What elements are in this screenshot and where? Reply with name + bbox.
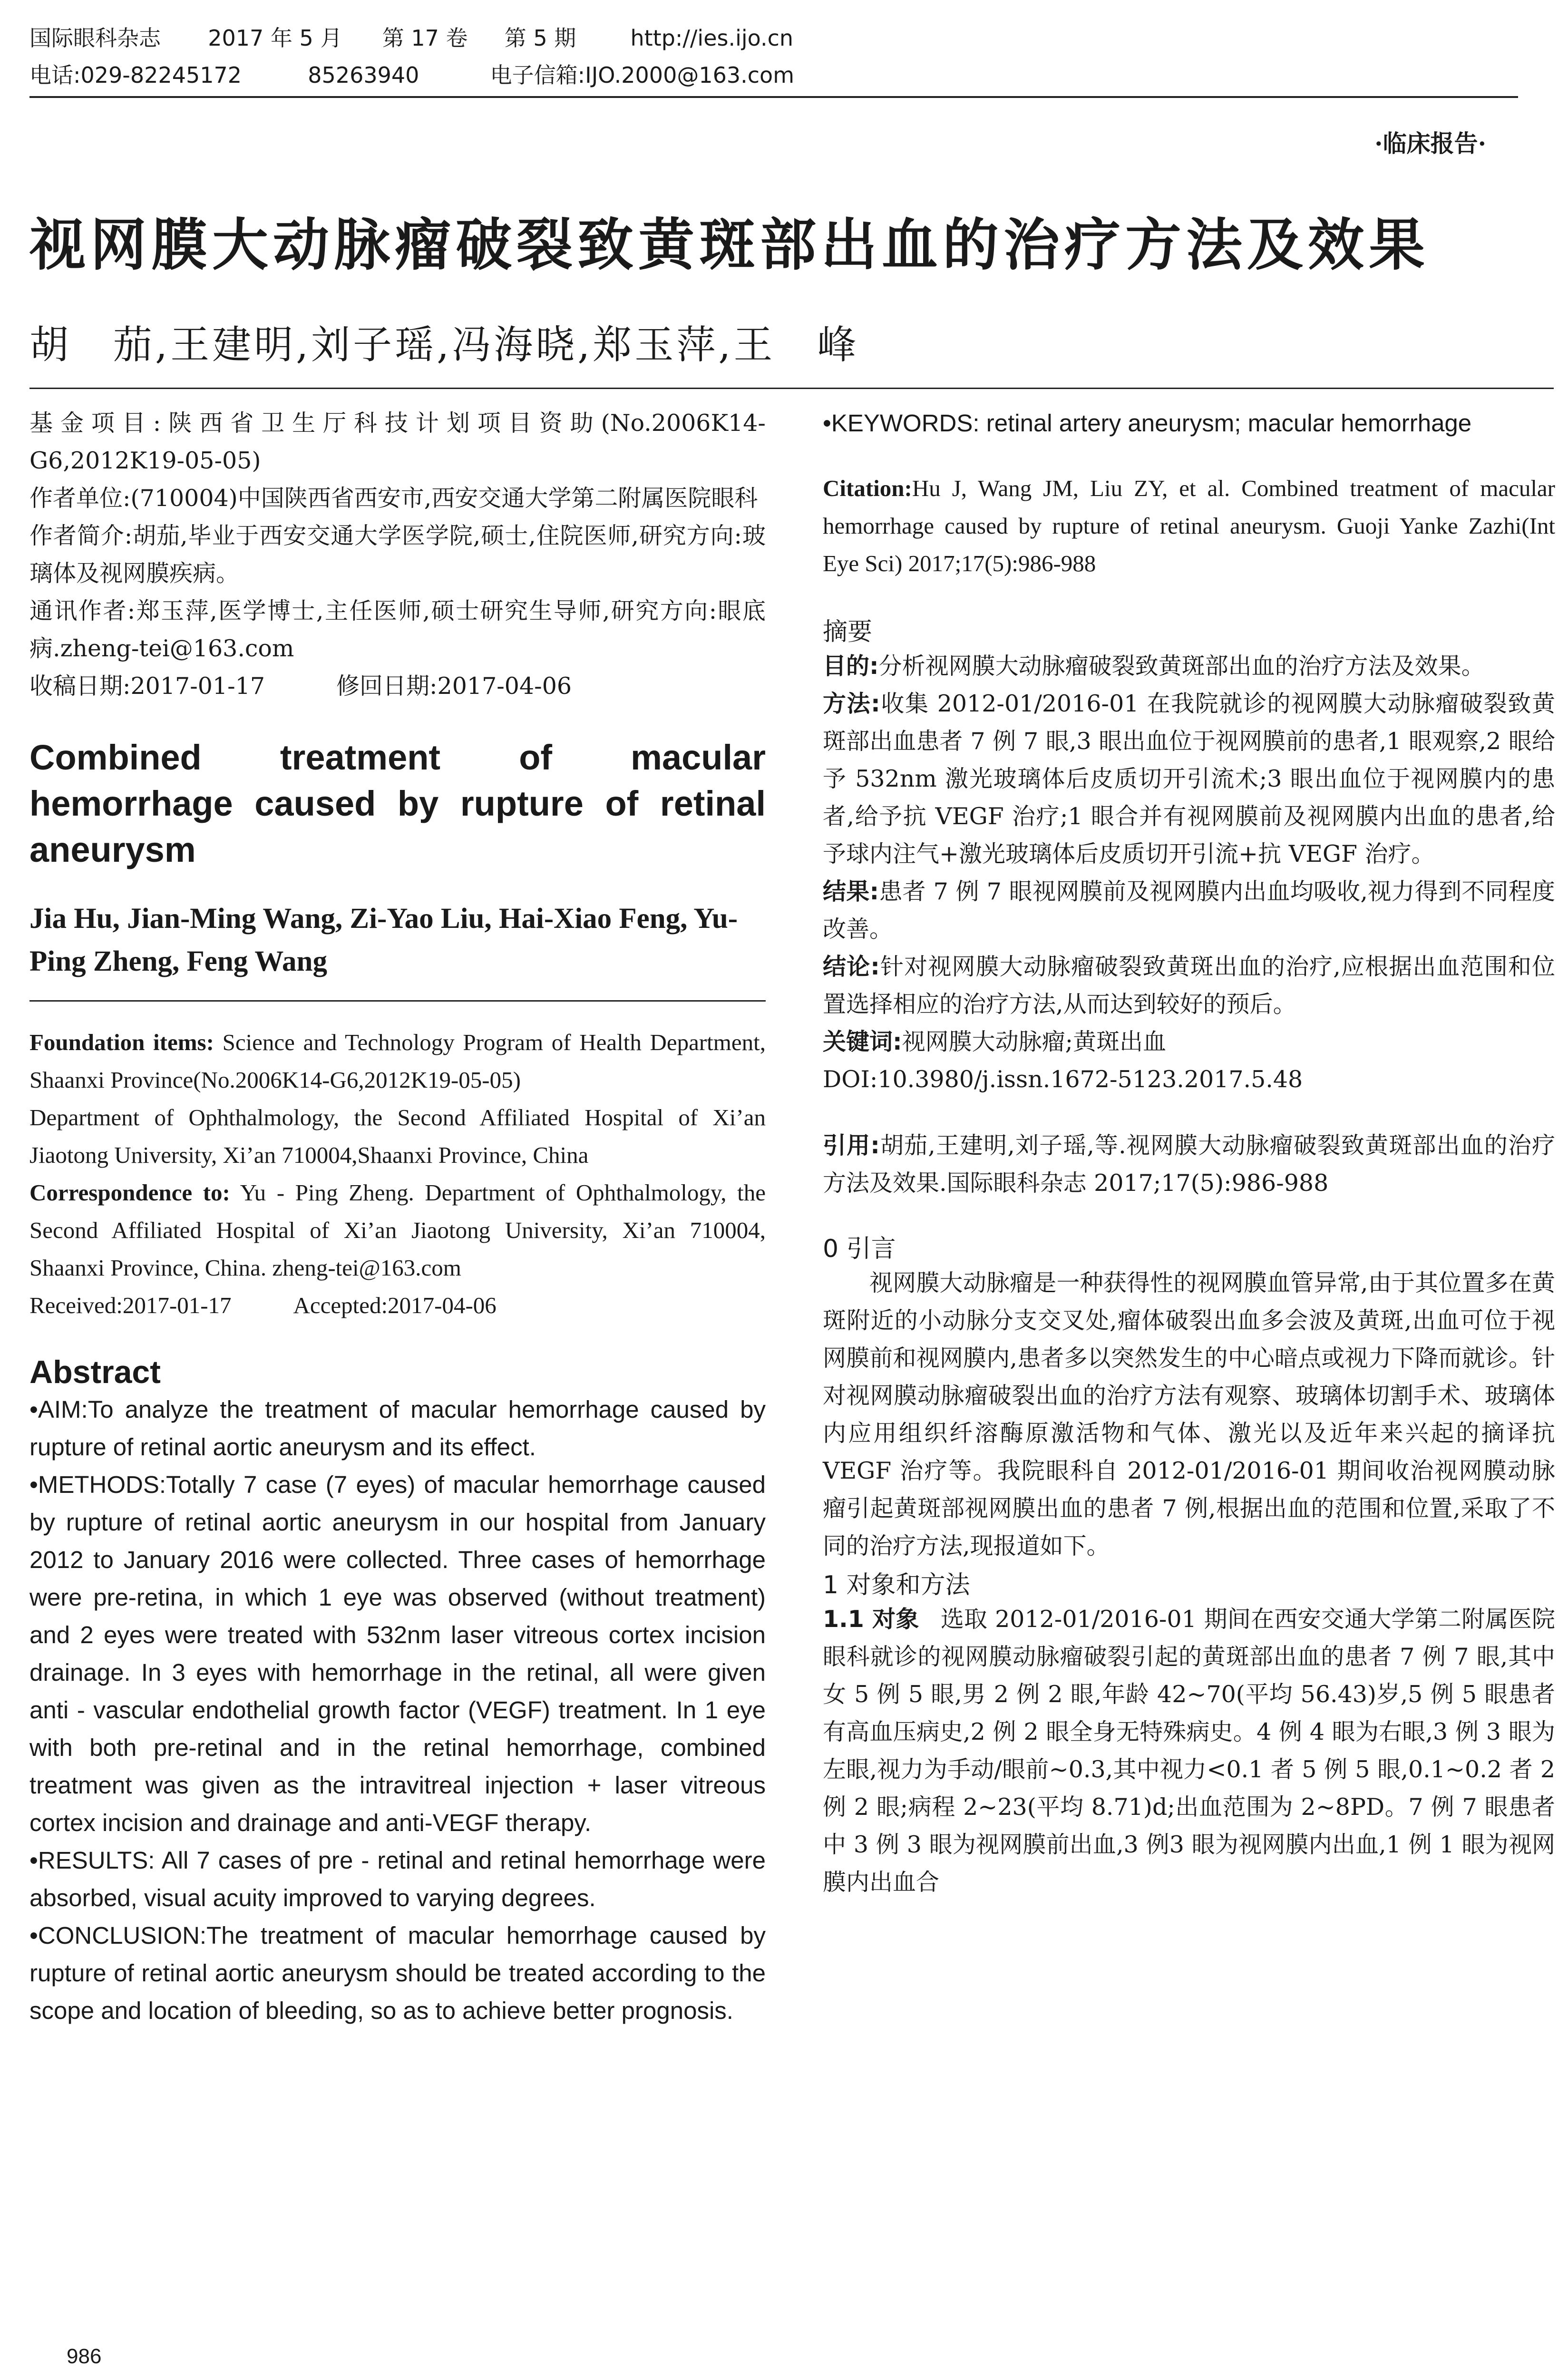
aim-cn-label: 目的:	[823, 653, 879, 680]
right-column	[823, 404, 1555, 1901]
aim-cn-text: 分析视网膜大动脉瘤破裂致黄斑部出血的治疗方法及效果。	[878, 653, 1485, 680]
phone-2: 85263940	[308, 62, 419, 88]
methods-cn-text: 收集 2012-01/2016-01 在我院就诊的视网膜大动脉瘤破裂致黄斑部出血患者 7 例 7 眼,3 眼出血位于视网膜前的患者,1 眼观察,2 眼给予 532nm 激光玻璃体后皮质切开引流术;3 眼出血位于视网膜内的患者,给予抗 VEGF 治疗;1 眼合并有视网膜前及视网膜内出血的患者,给予球内注气+激光玻璃体后皮质切开引流+抗 VEGF 治疗。	[823, 690, 1555, 867]
volume: 第 17 卷	[382, 25, 468, 51]
cite-cn-text: 胡茄,王建明,刘子瑶,等.视网膜大动脉瘤破裂致黄斑部出血的治疗方法及效果.国际眼科杂志 2017;17(5):986-988	[823, 1132, 1555, 1197]
conclusion-cn-text: 针对视网膜大动脉瘤破裂致黄斑出血的治疗,应根据出血范围和位置选择相应的治疗方法,从而达到较好的预后。	[823, 953, 1555, 1018]
citation-label: Citation:	[823, 475, 912, 501]
page-number: 986	[67, 2345, 102, 2368]
keywords-cn	[823, 1023, 1555, 1061]
abstract-methods: • METHODS:Totally 7 case (7 eyes) of macular hemorrhage caused by rupture of retinal aortic aneurysm in our hospital from January 2012 to January 2016 were collected. Three cases of hemorrhage were pre-retina, in which 1 eye was observed (without treatment) and 2 eyes were treated with 532nm laser vitreous cortex incision drainage. In 3 eyes with hemorrhage in the retinal, all were given anti - vascular endothelial growth factor (VEGF) treatment. In 1 eye with both pre-retinal and in the retinal hemorrhage, combined treatment was given as the intravitreal injection + laser vitreous cortex incision and drainage and anti-VEGF therapy.	[29, 1466, 766, 1841]
revised-date-cn: 修回日期:2017-04-06	[336, 672, 572, 700]
subjects-text: 选取 2012-01/2016-01 期间在西安交通大学第二附属医院眼科就诊的视网膜动脉瘤破裂引起的黄斑部出血的患者 7 例 7 眼,其中女 5 例 5 眼,男 2 例 2 眼,年龄 42~70(平均 56.43)岁,5 例 5 眼患者有高血压病史,2 例 2 眼全身无特殊病史。4 例 4 眼为右眼,3 例 3 眼为左眼,视力为手动/眼前~0.3,其中视力<0.1 者 5 例 5 眼,0.1~0.2 者 2 例 2 眼;病程 2~23(平均 8.71)d;出血范围为 2~8PD。7 例 7 眼患者中 3 例 3 眼为视网膜前出血,3 例3 眼为视网膜内出血,1 例 1 眼为视网膜内出血合	[823, 1606, 1555, 1896]
abstract-heading: Abstract	[29, 1354, 161, 1390]
dates-cn	[29, 667, 766, 705]
citation-cn	[823, 1127, 1555, 1202]
corresponding-author-cn: 通讯作者:郑玉萍,医学博士,主任医师,硕士研究生导师,研究方向:眼底病.zheng-tei@163.com	[29, 597, 766, 662]
received-date-en: Received:2017-01-17	[29, 1292, 232, 1318]
keywords-cn-label: 关键词:	[823, 1028, 902, 1055]
header-line-2	[29, 58, 794, 89]
dates-en	[29, 1286, 766, 1324]
doi[interactable]: DOI:10.3980/j.issn.1672-5123.2017.5.48	[823, 1066, 1303, 1093]
author-list: 胡 茄,王建明,刘子瑶,冯海晓,郑玉萍,王 峰	[29, 322, 859, 368]
issue-date: 2017 年 5 月	[208, 25, 342, 51]
running-header	[29, 21, 1518, 100]
english-authors: Jia Hu, Jian-Ming Wang, Zi-Yao Liu, Hai-Xiao Feng, Yu-Ping Zheng, Feng Wang	[29, 903, 738, 977]
keywords-cn-text: 视网膜大动脉瘤;黄斑出血	[902, 1028, 1167, 1055]
subjects-label: 1.1 对象	[823, 1606, 919, 1633]
conclusion-cn-label: 结论:	[823, 953, 880, 980]
email[interactable]: 电子信箱:IJO.2000@163.com	[490, 62, 794, 88]
affiliation-cn: 作者单位:(710004)中国陕西省西安市,西安交通大学第二附属医院眼科	[29, 485, 758, 512]
abstract-aim: • AIM:To analyze the treatment of macular hemorrhage caused by rupture of retinal aortic aneurysm and its effect.	[29, 1391, 766, 1466]
english-title: Combined treatment of macular hemorrhage caused by rupture of retinal aneurysm	[29, 738, 766, 869]
section-tag: ·临床报告·	[1374, 129, 1486, 157]
abstract-cn-aim	[823, 647, 1555, 685]
intro-paragraph: 视网膜大动脉瘤是一种获得性的视网膜血管异常,由于其位置多在黄斑附近的小动脉分支交叉处,瘤体破裂出血多会波及黄斑,出血可位于视网膜前和视网膜内,患者多以突然发生的中心暗点或视力下降而就诊。针对视网膜动脉瘤破裂出血的治疗方法有观察、玻璃体切割手术、玻璃体内应用组织纤溶酶原激活物和气体、激光以及近年来兴起的摘译抗 VEGF 治疗等。我院眼科自 2012-01/2016-01 期间收治视网膜动脉瘤引起黄斑部视网膜出血的患者 7 例,根据出血的范围和位置,采取了不同的治疗方法,现报道如下。	[823, 1269, 1555, 1559]
issue: 第 5 期	[504, 25, 576, 51]
header-rule	[29, 96, 1518, 98]
header-line-1	[29, 21, 793, 52]
received-date-cn: 收稿日期:2017-01-17	[29, 672, 265, 700]
foundation-label: Foundation items:	[29, 1029, 214, 1055]
abstract-conclusion: • CONCLUSION:The treatment of macular hemorrhage caused by rupture of retinal aortic aneurysm should be treated according to the scope and location of bleeding, so as to achieve better prognosis.	[29, 1917, 766, 2029]
title-rule	[29, 388, 1554, 389]
correspondence-en	[29, 1174, 766, 1286]
cite-cn-label: 引用:	[823, 1132, 880, 1159]
english-author-rule	[29, 1000, 766, 1002]
abstract-cn-conclusion	[823, 948, 1555, 1023]
abstract-cn-results	[823, 873, 1555, 948]
article-title: 视网膜大动脉瘤破裂致黄斑部出血的治疗方法及效果	[29, 212, 1430, 278]
citation-text: Hu J, Wang JM, Liu ZY, et al. Combined treatment of macular hemorrhage caused by rupture of retinal aneurysm. Guoji Yanke Zazhi(Int Eye Sci) 2017;17(5):986-988	[823, 475, 1555, 576]
results-cn-label: 结果:	[823, 878, 879, 905]
abstract-cn-heading: 摘要	[823, 618, 873, 646]
phone: 电话:029-82245172	[29, 62, 242, 88]
abstract-cn-methods	[823, 685, 1555, 873]
left-column	[29, 404, 766, 2029]
citation-en	[823, 469, 1555, 582]
correspondence-text: Yu - Ping Zheng. Department of Ophthalmology, the Second Affiliated Hospital of Xi’an Jiaotong University, Xi’an 710004, Shaanxi Province, China. zheng-tei@163.com	[29, 1179, 766, 1281]
results-cn-text: 患者 7 例 7 眼视网膜前及视网膜内出血均吸收,视力得到不同程度改善。	[823, 878, 1555, 943]
correspondence-label: Correspondence to:	[29, 1179, 230, 1206]
journal-url[interactable]: http://ies.ijo.cn	[630, 25, 794, 51]
intro-heading: 0 引言	[823, 1235, 896, 1263]
subjects-paragraph	[823, 1600, 1555, 1901]
author-bio: 作者简介:胡茄,毕业于西安交通大学医学院,硕士,住院医师,研究方向:玻璃体及视网膜疾病。	[29, 522, 766, 587]
department-en: Department of Ophthalmology, the Second Affiliated Hospital of Xi’an Jiaotong University, Xi’an 710004,Shaanxi Province, China	[29, 1104, 766, 1168]
keywords-en: • KEYWORDS: retinal artery aneurysm; macular hemorrhage	[823, 404, 1555, 442]
abstract-results: • RESULTS: All 7 cases of pre - retinal and retinal hemorrhage were absorbed, visual acuity improved to varying degrees.	[29, 1841, 766, 1917]
foundation-text: Science and Technology Program of Health Department, Shaanxi Province(No.2006K14-G6,2012K19-05-05)	[29, 1029, 766, 1093]
methods-heading: 1 对象和方法	[823, 1571, 970, 1599]
foundation-items	[29, 1023, 766, 1099]
fund-info: 基金项目:陕西省卫生厅科技计划项目资助(No.2006K14-G6,2012K19-05-05)	[29, 409, 766, 474]
journal-name: 国际眼科杂志	[29, 25, 161, 51]
methods-cn-label: 方法:	[823, 690, 880, 717]
accepted-date-en: Accepted:2017-04-06	[293, 1292, 497, 1318]
